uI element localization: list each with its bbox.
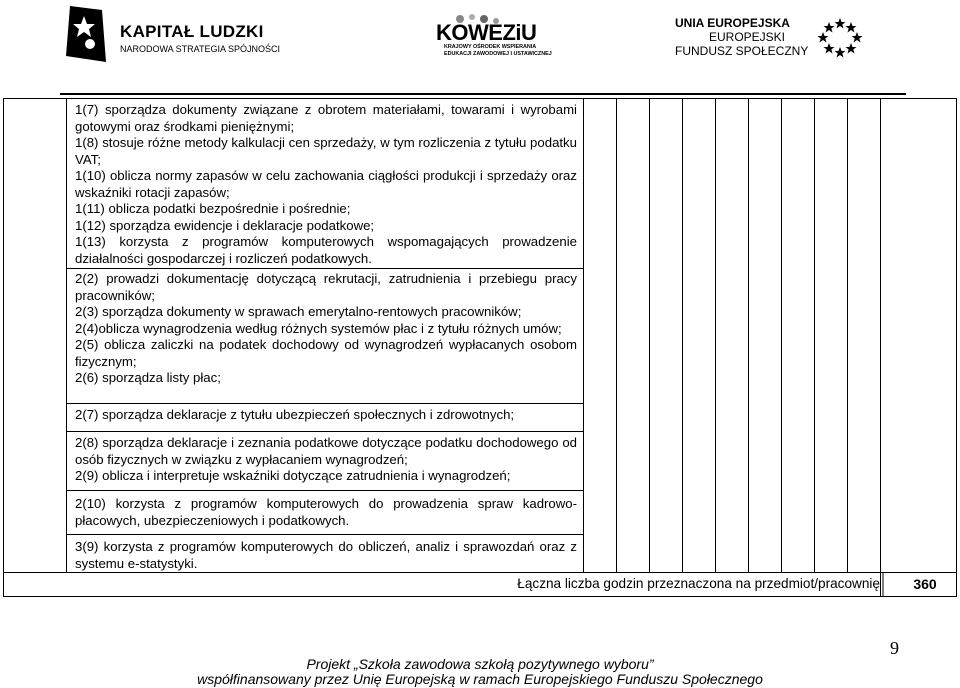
list-item: 1(11) oblicza podatki bezpośrednie i pośrednie; bbox=[75, 201, 351, 216]
total-hours-value: 360 bbox=[913, 576, 937, 592]
kapital-ludzki-subtitle: NARODOWA STRATEGIA SPÓJNOŚCI bbox=[120, 44, 281, 54]
table-row bbox=[75, 435, 577, 485]
list-item: 1(12) sporządza ewidencje i deklaracje podatkowe; bbox=[75, 217, 375, 233]
list-item: 1(8) stosuje różne metody kalkulacji cen sprzedaży, w tym rozliczenia z tytułu podatku VAT; bbox=[75, 135, 577, 167]
list-item: 1(10) oblicza normy zapasów w celu zachowania ciągłości produkcji i sprzedaży oraz wskaźniki rotacji zapasów; bbox=[75, 168, 577, 200]
table-row bbox=[75, 496, 577, 529]
eu-line1: UNIA EUROPEJSKA bbox=[675, 16, 790, 30]
eu-line2: EUROPEJSKI bbox=[709, 30, 786, 44]
footer-project-name: Projekt „Szkoła zawodowa szkołą pozytywnego wyboru” bbox=[306, 656, 654, 672]
table-row bbox=[75, 407, 577, 424]
page-number: 9 bbox=[890, 638, 899, 658]
list-item: 2(8) sporządza deklaracje i zeznania podatkowe dotyczące podatku dochodowego od osób fizycznych w związku z wypłacaniem wynagrodzeń; bbox=[75, 435, 577, 467]
total-hours-label: Łączna liczba godzin przeznaczona na przedmiot/pracownię bbox=[517, 576, 880, 591]
list-item: 2(6) sporządza listy płac; bbox=[75, 370, 221, 385]
kowezu-sub-line2: EDUKACJI ZAWODOWEJ I USTAWICZNEJ bbox=[444, 50, 552, 57]
list-item: 1(13) korzysta z programów komputerowych wspomagających prowadzenie działalności gospodarczej i rozliczeń podatkowych. bbox=[75, 234, 577, 266]
list-item: 2(4)oblicza wynagrodzenia według różnych systemów płac i z tytułu różnych umów; bbox=[75, 320, 562, 336]
table-row bbox=[75, 539, 577, 572]
list-item: 1(7) sporządza dokumenty związane z obrotem materiałami, towarami i wyrobami gotowymi oraz środkami pieniężnymi; bbox=[75, 102, 577, 134]
kapital-ludzki-title: KAPITAŁ LUDZKI bbox=[120, 22, 264, 41]
list-item: 2(9) oblicza i interpretuje wskaźniki dotyczące zatrudnienia i wynagrodzeń; bbox=[75, 468, 511, 483]
list-item: 2(10) korzysta z programów komputerowych do prowadzenia spraw kadrowo-płacowych, ubezpieczeniowych i podatkowych. bbox=[75, 496, 577, 528]
list-item: 3(9) korzysta z programów komputerowych do obliczeń, analiz i sprawozdań oraz z systemu e-statystyki. bbox=[75, 539, 577, 571]
table-row bbox=[75, 102, 577, 267]
list-item: 2(2) prowadzi dokumentację dotyczącą rekrutacji, zatrudnienia i przebiegu pracy pracowników; bbox=[75, 271, 577, 303]
list-item: 2(7) sporządza deklaracje z tytułu ubezpieczeń społecznych i zdrowotnych; bbox=[75, 407, 515, 422]
kowezu-title: KOWEZiU bbox=[436, 20, 537, 45]
eu-line3: FUNDUSZ SPOŁECZNY bbox=[675, 44, 809, 58]
list-item: 2(3) sporządza dokumenty w sprawach emerytalno-rentowych pracowników; bbox=[75, 304, 522, 319]
kowezu-sub-line1: KRAJOWY OŚRODEK WSPIERANIA bbox=[444, 44, 537, 50]
footer-cofinancing: współfinansowany przez Unię Europejską w ramach Europejskiego Funduszu Społecznego bbox=[197, 671, 763, 687]
table-row bbox=[75, 271, 577, 387]
list-item: 2(5) oblicza zaliczki na podatek dochodowy od wynagrodzeń wypłacanych osobom fizycznym; bbox=[75, 337, 577, 369]
